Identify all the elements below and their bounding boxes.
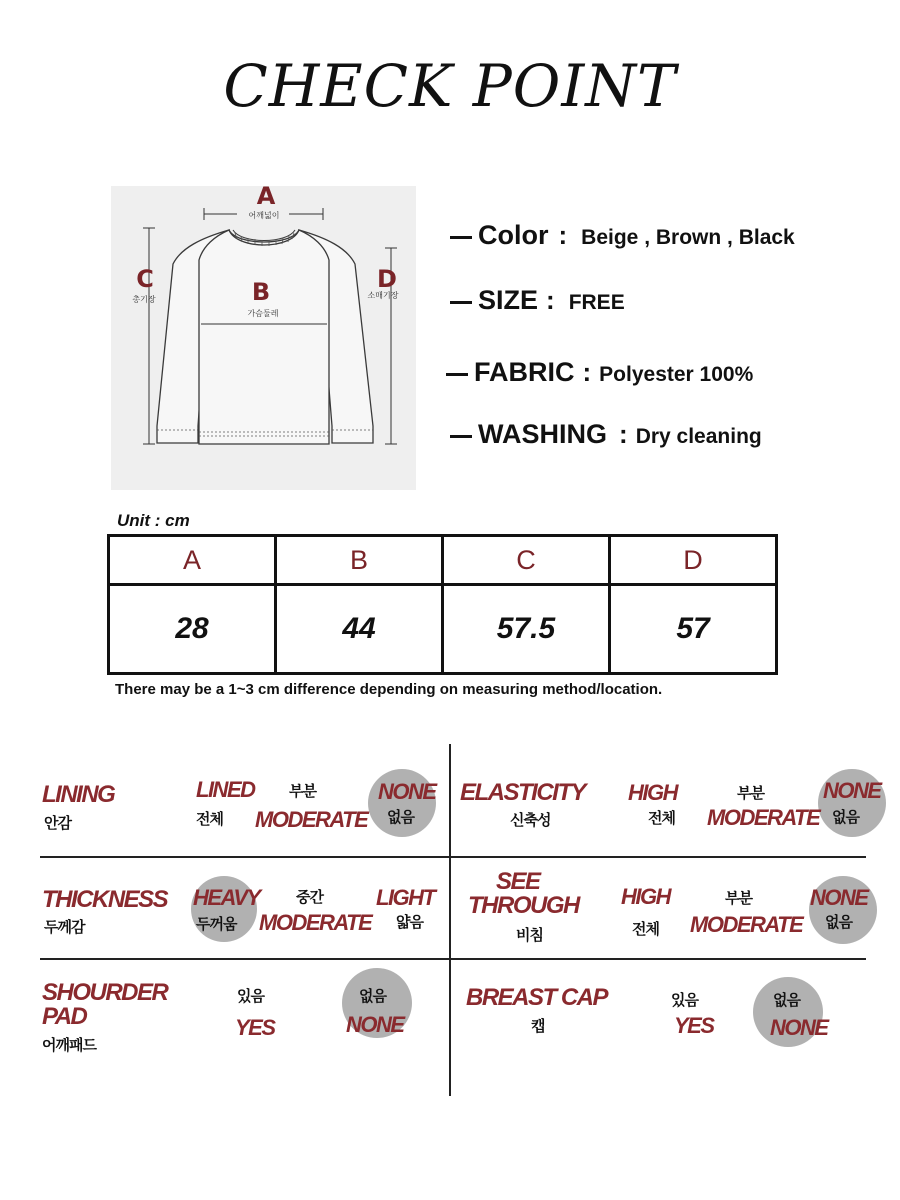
- label-b-sub: 가슴둘레: [247, 309, 279, 318]
- label-a: A: [256, 186, 276, 210]
- see-through-option-moderate: MODERATE: [690, 912, 803, 937]
- see-through-option-none: NONE: [810, 885, 868, 910]
- check-thickness-title: THICKNESS: [42, 886, 168, 913]
- spec-fabric: FABRIC : Polyester 100%: [446, 357, 753, 388]
- check-lining-title: LINING: [42, 781, 115, 808]
- see-through-option-high: HIGH: [621, 884, 670, 909]
- measurement-note: There may be a 1~3 cm difference depending on measuring method/location.: [115, 681, 663, 698]
- breast-cap-option-yes: YES: [674, 1013, 714, 1038]
- lining-option-lined: LINED: [196, 777, 255, 802]
- sweater-illustration: [111, 186, 416, 490]
- grid-divider-2: [40, 958, 866, 960]
- elasticity-option-high: HIGH: [628, 780, 677, 805]
- unit-label: Unit : cm: [117, 511, 190, 530]
- lining-option-moderate-ko: 부분: [289, 782, 316, 800]
- check-shoulder-pad-title-2: PAD: [42, 1003, 87, 1030]
- spec-size: SIZE : FREE: [450, 285, 625, 316]
- breast-cap-option-none-ko: 없음: [773, 991, 800, 1009]
- page-title: CHECK POINT: [223, 52, 677, 120]
- size-header-b: B: [276, 536, 443, 585]
- thickness-option-light-ko: 얇음: [396, 913, 423, 931]
- label-c-sub: 총기장: [132, 295, 156, 304]
- lining-option-none: NONE: [378, 779, 436, 804]
- size-value-d: 57: [610, 585, 777, 674]
- elasticity-option-moderate-ko: 부분: [737, 784, 764, 802]
- size-header-c: C: [443, 536, 610, 585]
- thickness-option-moderate: MODERATE: [259, 910, 372, 935]
- grid-divider-vertical: [449, 744, 451, 1096]
- shoulder-pad-option-none-ko: 없음: [359, 987, 386, 1005]
- check-lining-title-ko: 안감: [44, 814, 71, 832]
- lining-option-lined-ko: 전체: [196, 810, 223, 828]
- elasticity-option-moderate: MODERATE: [707, 805, 820, 830]
- thickness-option-light: LIGHT: [376, 885, 435, 910]
- lining-option-none-ko: 없음: [387, 808, 414, 826]
- breast-cap-option-yes-ko: 있음: [671, 991, 698, 1009]
- spec-washing: WASHING : Dry cleaning: [450, 419, 762, 450]
- check-see-through-title-2: THROUGH: [468, 892, 579, 919]
- thickness-option-moderate-ko: 중간: [296, 888, 323, 906]
- check-breast-cap-title-ko: 캡: [531, 1017, 545, 1035]
- size-header-a: A: [109, 536, 276, 585]
- measurement-diagram: [111, 186, 416, 490]
- check-breast-cap-title: BREAST CAP: [466, 984, 608, 1011]
- label-d: D: [377, 265, 397, 293]
- thickness-option-heavy-ko: 두꺼움: [196, 915, 237, 933]
- check-see-through-title-1: SEE: [496, 868, 540, 895]
- shoulder-pad-option-yes-ko: 있음: [237, 987, 264, 1005]
- label-d-sub: 소매기장: [367, 291, 399, 300]
- size-header-d: D: [610, 536, 777, 585]
- shoulder-pad-option-yes: YES: [235, 1015, 275, 1040]
- label-a-sub: 어깨넓이: [248, 211, 280, 220]
- see-through-option-none-ko: 없음: [825, 913, 852, 931]
- check-shoulder-pad-title-ko: 어깨패드: [42, 1036, 96, 1054]
- spec-color: Color : Beige , Brown , Black: [450, 220, 795, 251]
- lining-option-moderate: MODERATE: [255, 807, 368, 832]
- thickness-option-heavy: HEAVY: [193, 885, 260, 910]
- breast-cap-option-none: NONE: [770, 1015, 828, 1040]
- label-c: C: [136, 265, 154, 293]
- elasticity-option-none: NONE: [823, 778, 881, 803]
- size-value-b: 44: [276, 585, 443, 674]
- see-through-option-high-ko: 전체: [632, 920, 659, 938]
- check-elasticity-title-ko: 신축성: [510, 811, 551, 829]
- check-elasticity-title: ELASTICITY: [460, 779, 586, 806]
- elasticity-option-none-ko: 없음: [832, 808, 859, 826]
- size-value-c: 57.5: [443, 585, 610, 674]
- check-shoulder-pad-title-1: SHOURDER: [42, 979, 168, 1006]
- grid-divider-1: [40, 856, 866, 858]
- see-through-option-moderate-ko: 부분: [725, 889, 752, 907]
- size-table: [107, 534, 778, 675]
- label-b: B: [251, 278, 271, 306]
- shoulder-pad-option-none: NONE: [346, 1012, 404, 1037]
- check-see-through-title-ko: 비침: [516, 926, 543, 944]
- check-thickness-title-ko: 두께감: [44, 918, 85, 936]
- size-value-a: 28: [109, 585, 276, 674]
- elasticity-option-high-ko: 전체: [648, 809, 675, 827]
